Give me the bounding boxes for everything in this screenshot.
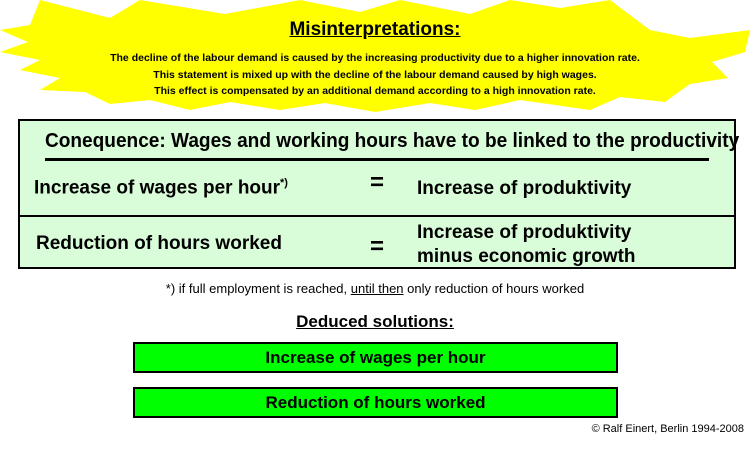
row1-right-text: Increase of produktivity — [417, 178, 632, 199]
footnote-before: *) if full employment is reached, — [165, 281, 351, 296]
row-separator — [20, 215, 734, 217]
row1-left-text: Increase of wages per hour — [34, 177, 281, 199]
consequence-heading: Conequence: Wages and working hours have to be linked to the productivity — [45, 121, 709, 161]
row1-equals-sign: = — [370, 169, 385, 196]
footnote-after: only reduction of hours worked — [403, 281, 585, 296]
deduced-solutions-title: Deduced solutions: — [296, 312, 454, 331]
row1-left-cell — [34, 177, 288, 199]
copyright-notice: © Ralf Einert, Berlin 1994-2008 — [591, 423, 744, 435]
footnote-underlined: until then — [350, 281, 404, 296]
misinterpretation-line-1: The decline of the labour demand is caused by the increasing productivity due to a higher innovation rate. — [110, 52, 640, 64]
solution-box-hours: Reduction of hours worked — [133, 387, 618, 418]
misinterpretations-title: Misinterpretations: — [289, 19, 461, 40]
row2-right-text-line1: Increase of produktivity — [417, 222, 632, 243]
consequence-table — [18, 119, 740, 269]
row1-footnote-marker: *) — [280, 177, 288, 189]
row2-equals-sign: = — [370, 233, 385, 260]
misinterpretation-line-2: This statement is mixed up with the decline of the labour demand caused by high wages. — [153, 69, 597, 81]
row2-right-text-line2: minus economic growth — [417, 246, 636, 267]
row2-left-text: Reduction of hours worked — [36, 233, 282, 254]
footnote — [0, 281, 750, 296]
solution-box-wages: Increase of wages per hour — [133, 342, 618, 373]
misinterpretation-line-3: This effect is compensated by an additional demand according to a high innovation rate. — [154, 85, 596, 97]
